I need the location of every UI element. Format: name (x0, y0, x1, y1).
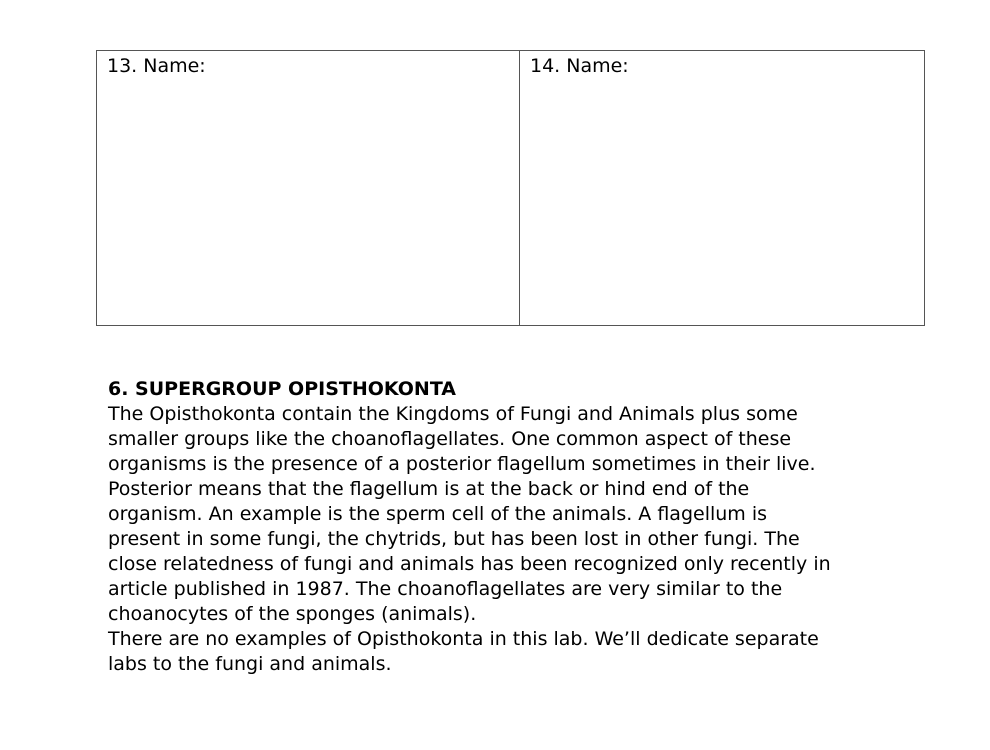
name-answer-table (96, 50, 925, 326)
paragraph-description (108, 402, 908, 627)
text-line: The Opisthokonta contain the Kingdoms of Fungi and Animals plus some (108, 403, 798, 425)
text-line: article published in 1987. The choanoflagellates are very similar to the (108, 578, 783, 600)
text-line: organism. An example is the sperm cell of the animals. A flagellum is (108, 503, 768, 525)
text-line: close relatedness of fungi and animals has been recognized only recently in (108, 553, 831, 575)
cell-label-13: 13. Name: (107, 55, 206, 77)
answer-cell-14 (520, 51, 925, 326)
section-opisthokonta (108, 377, 908, 677)
answer-cell-13 (97, 51, 520, 326)
text-line: smaller groups like the choanoflagellates. One common aspect of these (108, 428, 792, 450)
section-heading: 6. SUPERGROUP OPISTHOKONTA (108, 378, 457, 400)
text-line: organisms is the presence of a posterior flagellum sometimes in their live. (108, 453, 816, 475)
text-line: Posterior means that the flagellum is at the back or hind end of the (108, 478, 750, 500)
table-row (97, 51, 925, 326)
text-line: choanocytes of the sponges (animals). (108, 603, 477, 625)
text-line: There are no examples of Opisthokonta in this lab. We’ll dedicate separate (108, 628, 819, 650)
text-line: labs to the fungi and animals. (108, 653, 392, 675)
text-line: present in some fungi, the chytrids, but has been lost in other fungi. The (108, 528, 800, 550)
paragraph-note (108, 627, 908, 677)
cell-label-14: 14. Name: (530, 55, 629, 77)
